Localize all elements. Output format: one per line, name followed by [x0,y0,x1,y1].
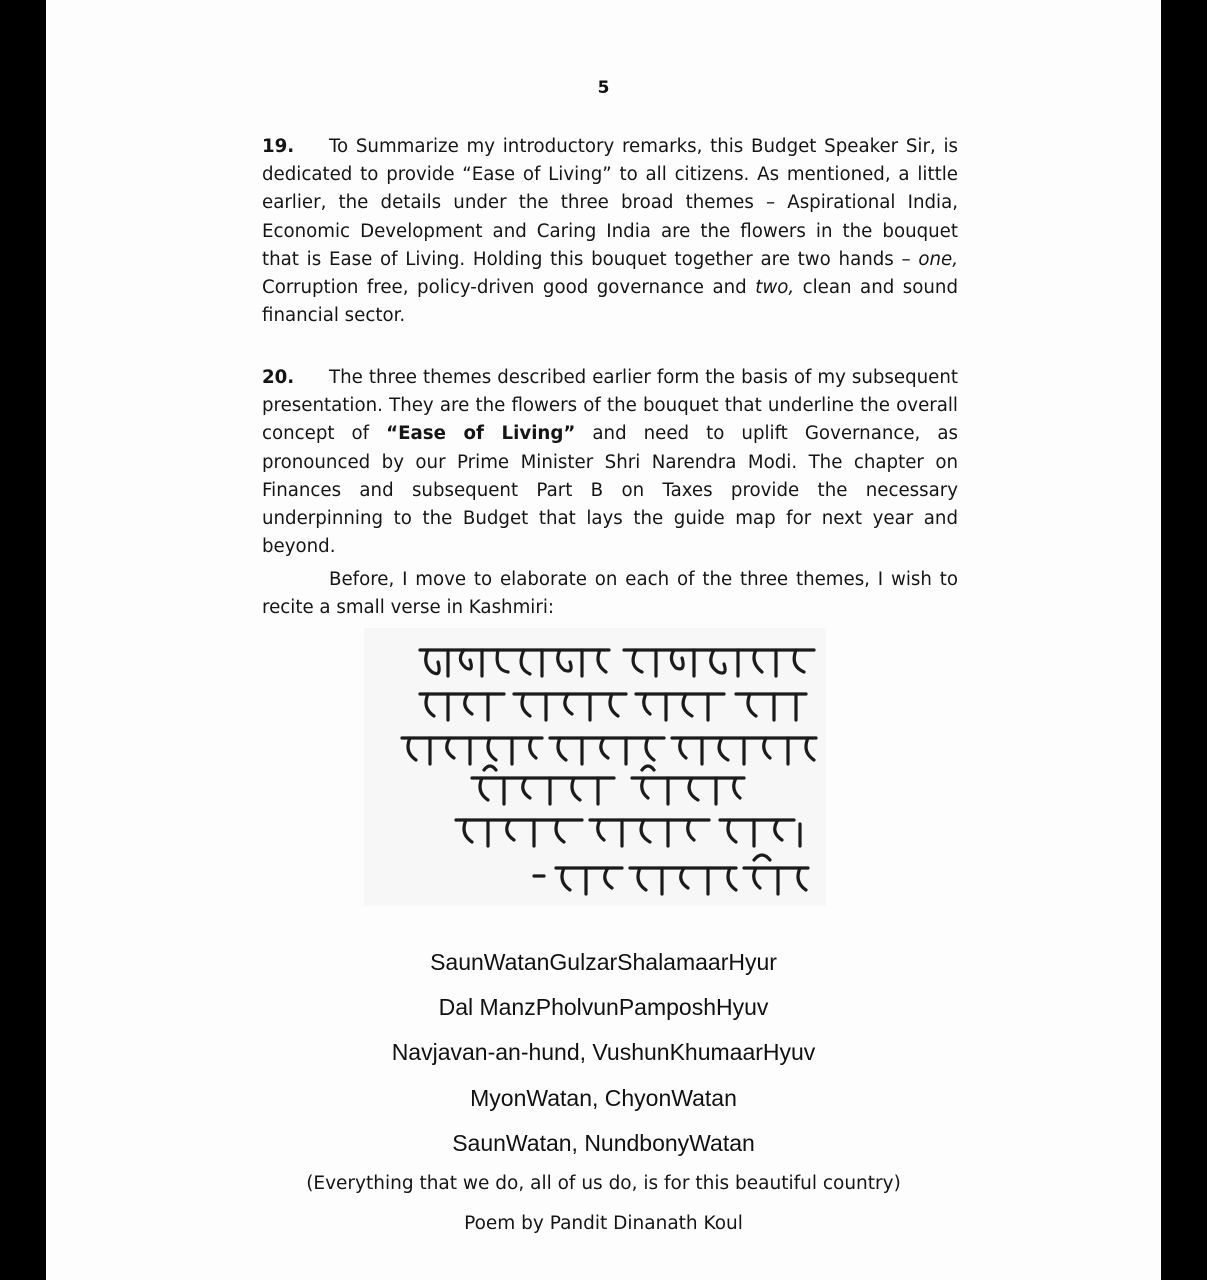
paragraph-intro-verse: Before, I move to elaborate on each of the three themes, I wish to recite a small verse in Kashmiri: [262,569,958,619]
poem-credit: Poem by Pandit Dinanath Koul [464,1213,743,1234]
paragraph-19 [262,133,958,330]
verse-line: SaunWatan, NundbonyWatan [452,1129,755,1156]
paragraph-20 [262,364,958,561]
verse-line: Navjavan-an-hund, VushunKhumaarHyuv [391,1039,816,1066]
paragraph-text: To Summarize my introductory remarks, this Budget Speaker Sir, is dedicated to provide “Ease of Living” to all citizens. As mentioned, a little earlier, the details under the three broad themes – Aspirational India, Economic Development and Caring India are the flowers in the bouquet that is Ease of Living. Holding this bouquet together are two hands – [262,136,958,270]
page-number: 5 [597,78,610,98]
document-page [46,0,1161,1280]
paragraph-text: clean and sound financial sector. [262,277,958,327]
transliterated-verse [46,940,1161,1166]
paragraph-text: and need to uplift Governance, as pronounced by our Prime Minister Shri Narendra Modi. The chapter on Finances and subsequent Part B on Taxes provide the necessary underpinning to the Budget that lays the guide map for next year and beyond. [262,423,958,558]
verse-translation: (Everything that we do, all of us do, is for this beautiful country) [306,1173,901,1194]
paragraph-number: 20. [262,367,295,388]
paragraph-number: 19. [262,136,295,157]
verse-line: MyonWatan, ChyonWatan [470,1084,737,1111]
paragraph-text: Corruption free, policy-driven good governance and [262,277,756,299]
italic-text: two, [755,277,795,299]
italic-text: one, [918,248,958,270]
verse-line: SaunWatanGulzarShalamaarHyur [430,949,777,975]
handwritten-verse-image [364,628,826,906]
verse-line: Dal ManzPholvunPamposhHyuv [438,994,769,1021]
paragraph-text: The three themes described earlier form the basis of my subsequent presentation. They are the flowers of the bouquet that underline the overall concept of [262,367,958,445]
handwritten-script-graphic [364,628,826,906]
bold-text: “Ease of Living” [386,423,576,445]
